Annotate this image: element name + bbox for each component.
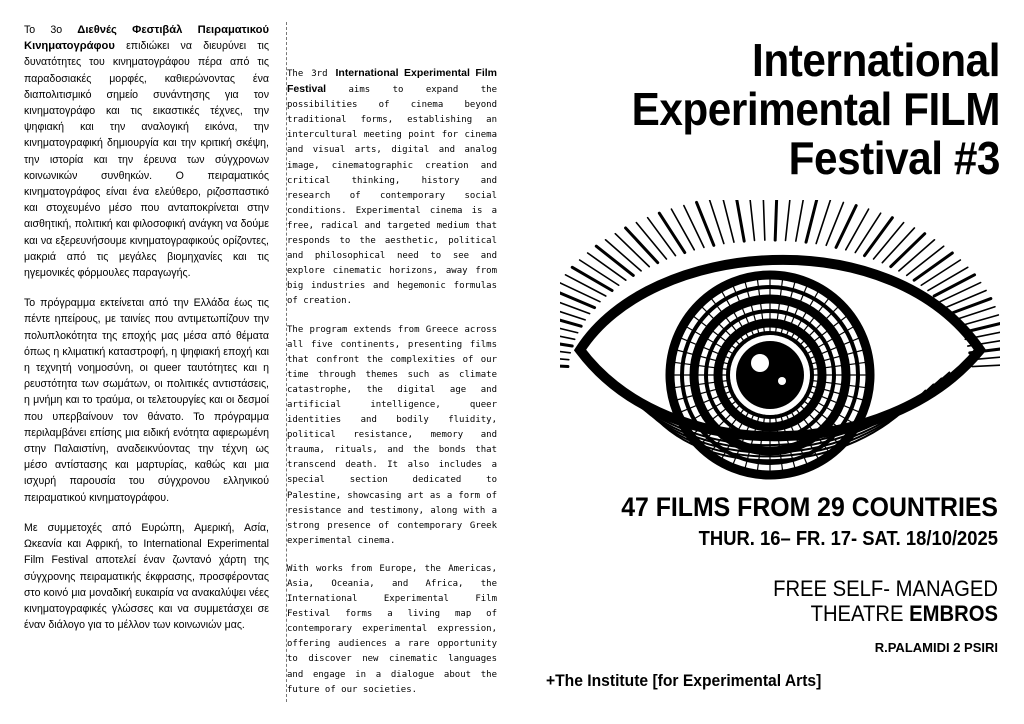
english-festival-name: International Experimental Film Festival (287, 67, 497, 96)
eyelash-stroke (560, 307, 585, 320)
greek-p1-rest: επιδιώκει να διευρύνει τις δυνατότητες του κινηματογράφου πέρα από τις παραδοσιακές μορφές, καθιερώνοντας ένα διαπολιτισμικό σημείο συνάντησης για τον κινηματογράφο και τις εικαστικές τέχνες, την ψηφιακή και την αναλογική εικόνα, την κινηματογραφική δημιουργία και την κριτική σκέψη, την ιστορία και την έρευνα των σύγχρονων κοινωνικών συνθηκών. Ο πειραματικός κινηματογράφος είναι ένα ελεύθερο, ριζοσπαστικό και στοχευμένο μέσο που ανταποκρίνεται στην αισθητική, πολιτική και φιλοσοφική ανάγκη να δούμε και να εξερευνήσουμε κινηματογραφικούς ορίζοντες, μακριά από τις μεγάλες βιομηχανίες και τις ηγεμονικές φόρμουλες παραγωγής. (24, 40, 269, 280)
eyelash-stroke (928, 267, 968, 290)
eyelash-stroke (596, 246, 633, 275)
eyelash-stroke (874, 223, 904, 259)
eyelash-stroke (775, 200, 777, 240)
eyelash-stroke (972, 365, 1000, 367)
venue-address: R.PALAMIDI 2 PSIRI (874, 640, 998, 655)
greek-p1-lead: Το 3ο (24, 24, 78, 36)
eyelash-stroke (914, 253, 952, 280)
eyelash-stroke (671, 209, 694, 250)
greek-paragraph-1 (24, 22, 269, 281)
eyelash-stroke (806, 200, 817, 242)
eyelash-stroke (736, 200, 744, 241)
institute-credit: +The Institute [for Experimental Arts] (546, 671, 822, 690)
eyelash-stroke (940, 283, 981, 302)
pupil (736, 341, 804, 409)
greek-festival-name: Διεθνές Φεστιβάλ Πειραματικού Κινηματογράφου (24, 24, 269, 53)
english-paragraph-2: The program extends from Greece across all five continents, presenting films that confront the complexities of our time through themes such as climate catastrophe, the digital age and artificial intelligence, queer identities and bodily fluidity, political resistance, memory and trauma, rituals, and the bonds that transcend death. It also includes a special section dedicated to Palestine, showcasing art as a form of resistance and testimony, along with a strong presence of contemporary Greek experimental cinema. (287, 324, 497, 546)
greek-paragraph-3: Με συμμετοχές από Ευρώπη, Αμερική, Ασία, Ωκεανία και Αφρική, το International Experimental Film Festival αποτελεί έναν ζωντανό χάρτη της σύγχρονης πειραματικής έκφρασης, προσφέροντας στο κοινό μια μοναδική ευκαιρία να ανακαλύψει νέες κινηματογραφικές γλώσσες και να συμμετάσχει σε έναν διάλογο για το μέλλον των κοινωνιών μας. (24, 521, 269, 632)
venue-theatre-label: THEATRE (810, 601, 910, 626)
eyelash-stroke (750, 200, 755, 240)
title-line-1: International (752, 34, 1000, 86)
eye-illustration-icon (560, 200, 1000, 480)
venue-line-1: FREE SELF- MANAGED (773, 576, 998, 601)
eyelash-stroke (648, 218, 676, 256)
eyelash-stroke (565, 275, 605, 296)
eyelash-stroke (796, 200, 804, 241)
eyelash-stroke (723, 200, 734, 242)
english-p1-lead: The 3rd (287, 69, 336, 79)
eyelash-stroke (560, 357, 569, 360)
eyelash-stroke (560, 365, 568, 367)
english-paragraph-3: With works from Europe, the Americas, Asia, Oceania, and Africa, the International Experimental Film Festival forms a living map of contemporary experimental expression, offering audiences a rare opportunity to discover new cinematic languages and engage in a dialogue about the future of our societies. (287, 563, 497, 695)
eyelash-stroke (763, 200, 765, 240)
eyelash-stroke (572, 267, 612, 290)
english-p1-rest: aims to expand the possibilities of cinema beyond traditional forms, establishing an intercultural meeting point for cinema and visual arts, digital and analog image, cinematographic creation and critical thinking, history and research of contemporary social conditions. Experimental cinema is a free, radical and targeted medium that responds to the aesthetic, political and philosophical need to see and explore cinematic horizons, away from big industries and hegemonic formulas of creation. (287, 85, 497, 307)
eyelash-stroke (945, 290, 986, 307)
eyelash-stroke (560, 348, 570, 352)
eyelash-stroke (560, 340, 572, 346)
eyelash-stroke (816, 200, 830, 244)
eyelash-stroke (855, 213, 880, 252)
title-line-2: Experimental FILM (631, 83, 1000, 135)
english-text-column (287, 66, 497, 711)
eyelash-stroke (950, 299, 990, 314)
festival-dates: THUR. 16– FR. 17- SAT. 18/10/2025 (698, 528, 998, 550)
eyelash-stroke (934, 275, 974, 296)
pupil-highlight (751, 354, 769, 372)
eyelash-stroke (626, 228, 658, 263)
eyelash-stroke (636, 223, 666, 259)
venue-name: EMBROS (909, 601, 998, 626)
venue (630, 576, 998, 626)
title-line-3: Festival #3 (788, 132, 1000, 184)
english-paragraph-1 (287, 66, 497, 310)
pupil-highlight-small (778, 377, 786, 385)
eyelash-stroke (659, 213, 684, 252)
films-count: 47 FILMS FROM 29 COUNTRIES (621, 492, 998, 522)
greek-text-column (24, 22, 269, 647)
festival-title (568, 36, 1000, 183)
venue-line-2 (630, 601, 998, 626)
eyelash-stroke (891, 234, 925, 267)
eyelash-stroke (846, 209, 869, 250)
eyelash-stroke (786, 200, 791, 240)
eyelash-stroke (560, 315, 581, 326)
eye-graphic (560, 200, 1000, 480)
eyelash-stroke (560, 283, 600, 302)
eyelash-stroke (865, 218, 893, 256)
eyelash-stroke (560, 332, 575, 340)
greek-paragraph-2: Το πρόγραμμα εκτείνεται από την Ελλάδα έως τις πέντε ηπείρους, με ταινίες που αντιμετωπίζουν την πολυπλοκότητα της εποχής μας μέσα από θέματα όπως η κλιματική καταστροφή, η ψηφιακή εποχή και η τεχνητή νοημοσύνη, οι queer ταυτότητες και η ρευστότητα των σωμάτων, οι πολιτικές αντιστάσεις, η μνήμη και το τραύμα, οι τελετουργίες και οι δεσμοί που υπερβαίνουν τον θάνατο. Το πρόγραμμα περιλαμβάνει επίσης μια ειδική ενότητα αφιερωμένη στην Παλαιστίνη, αναδεικνύοντας την τέχνη ως μέσο αντίστασης και μαρτυρίας, καθώς και μια ισχυρή παρουσία του σύγχρονου ελληνικού πειραματικού κινηματογράφου. (24, 297, 269, 504)
